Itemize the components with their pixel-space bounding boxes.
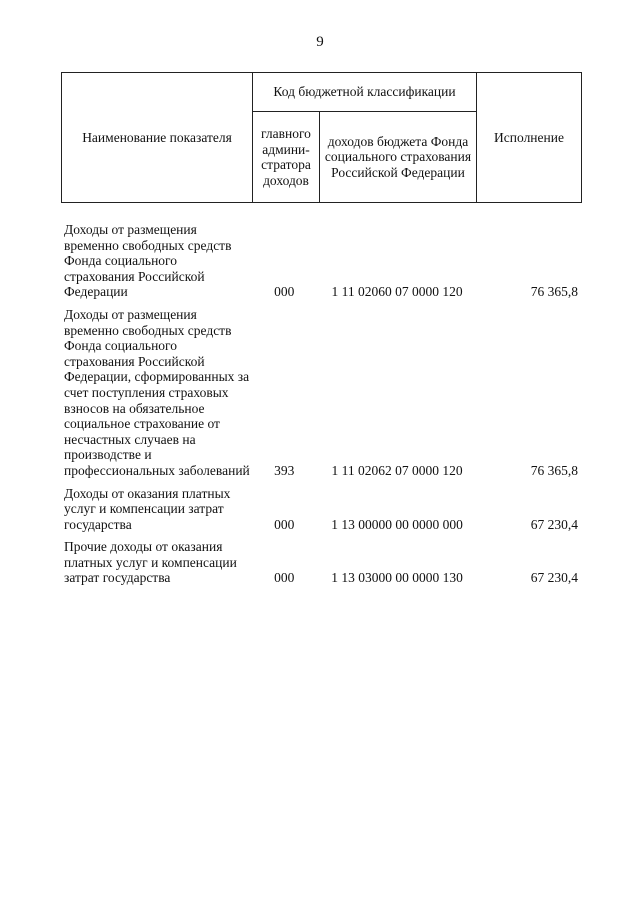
row-execution: 67 230,4 [530,516,578,532]
row-budget-code: 1 13 03000 00 0000 130 [331,570,463,586]
row-name: Доходы от оказания платных услуг и компенсации затрат государства [64,485,231,532]
header-income: доходов бюджета Фонда социального страхования Российской Федерации [320,112,477,203]
row-name: Доходы от размещения временно свободных средств Фонда социального страхования Российской Федерации, сформированных за счет поступления страховых взносов на обязательное социальное страхование от несчастных случаев на производстве и профессиональных заболеваний [64,306,250,478]
table-row [61,539,581,586]
header-code-group: Код бюджетной классификации [253,73,477,112]
row-admin-code: 393 [274,462,295,478]
table-row [61,222,581,300]
row-admin-code: 000 [274,284,295,300]
row-name: Доходы от размещения временно свободных средств Фонда социального страхования Российской Федерации [64,222,232,300]
row-budget-code: 1 13 00000 00 0000 000 [331,516,463,532]
header-execution: Исполнение [477,73,582,203]
row-execution: 76 365,8 [530,284,578,300]
table-row [61,307,581,479]
row-budget-code: 1 11 02060 07 0000 120 [331,284,463,300]
row-admin-code: 000 [274,570,295,586]
row-admin-code: 000 [274,516,295,532]
header-admin: главного админи-стратора доходов [253,112,320,203]
table-body [61,222,581,593]
header-name: Наименование показателя [62,73,253,203]
row-execution: 67 230,4 [530,570,578,586]
row-budget-code: 1 11 02062 07 0000 120 [331,462,463,478]
table-header [61,72,582,203]
row-name: Прочие доходы от оказания платных услуг и компенсации затрат государства [64,539,237,586]
table-row [61,486,581,533]
row-execution: 76 365,8 [530,462,578,478]
page-number: 9 [316,34,324,50]
